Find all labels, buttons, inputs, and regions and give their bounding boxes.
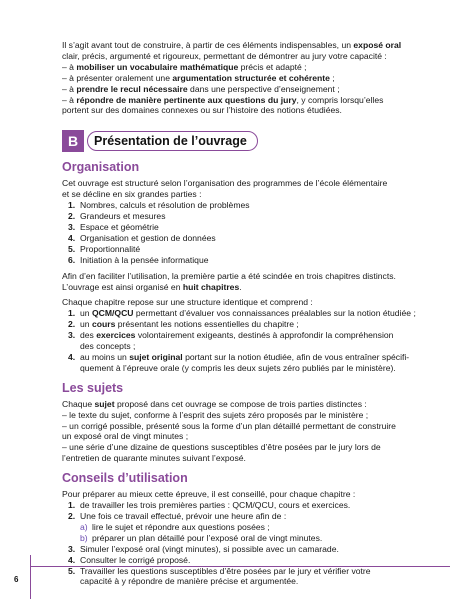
intro-bullet-2: – à présenter oralement une argumentation structurée et cohérente ;	[62, 72, 335, 83]
intro-bullet-1: – à mobiliser un vocabulaire mathématique précis et adapté ;	[62, 61, 307, 72]
organisation-heading: Organisation	[62, 160, 140, 175]
organisation-p3: Afin d’en faciliter l’utilisation, la première partie a été scindée en trois chapitres distincts.	[62, 270, 396, 281]
sujets-l3: – une série d’une dizaine de questions susceptibles d’être posées par le jury lors de	[62, 442, 381, 453]
sujets-p1: Chaque sujet proposé dans cet ouvrage se compose de trois parties distinctes :	[62, 398, 367, 409]
list-item: 1. Nombres, calculs et résolution de problèmes	[68, 200, 250, 211]
intro-bullet-4-cont: portent sur des domaines connexes ou sur l’histoire des notions étudiées.	[62, 105, 342, 116]
organisation-p2: et se décline en six grandes parties :	[62, 189, 202, 200]
sujets-l2b: un exposé oral de vingt minutes ;	[62, 431, 189, 442]
list-item: 3. Espace et géométrie	[68, 221, 159, 232]
section-title: Présentation de l’ouvrage	[87, 131, 258, 151]
section-badge: B	[62, 130, 84, 152]
list-item: 4. Consulter le corrigé proposé.	[68, 554, 191, 565]
list-item: 1. de travailler les trois premières parties : QCM/QCU, cours et exercices.	[68, 500, 351, 511]
sub-item: b) préparer un plan détaillé pour l’exposé oral de vingt minutes.	[80, 532, 323, 543]
list-item: 1. un QCM/QCU permettant d’évaluer vos connaissances préalables sur la notion étudiée ;	[68, 308, 416, 319]
list-item: 5. Proportionnalité	[68, 243, 141, 254]
conseils-p1: Pour préparer au mieux cette épreuve, il est conseillé, pour chaque chapitre :	[62, 489, 356, 500]
list-item: 2. Grandeurs et mesures	[68, 211, 166, 222]
intro-bullet-4: – à répondre de manière pertinente aux questions du jury, y compris lorsqu’elles	[62, 94, 384, 105]
list-item: 3. des exercices volontairement exigeants, destinés à approfondir la compréhension des concepts ;	[68, 330, 394, 352]
structure-list	[62, 308, 426, 373]
intro-bullet-3: – à prendre le recul nécessaire dans une perspective d’enseignement ;	[62, 83, 340, 94]
list-item: 2. Une fois ce travail effectué, prévoir une heure afin de :	[68, 511, 287, 521]
organisation-p1: Cet ouvrage est structuré selon l’organisation des programmes de l’école élémentaire	[62, 178, 388, 189]
intro-line-1: Il s’agit avant tout de construire, à partir de ces éléments indispensables, un exposé oral	[62, 40, 402, 50]
list-item: 5. Travailler les questions susceptibles d’être posées par le jury et vérifier votre capacité à y répondre de manière précise et argumentée.	[68, 565, 371, 587]
list-item: 4. au moins un sujet original portant sur la notion étudiée, afin de vous entraîner spécifi- quement à l’épreuve orale (y compris les deux sujets zéro publiés par le ministère).	[68, 351, 410, 373]
conseils-heading: Conseils d’utilisation	[62, 471, 188, 486]
list-item: 6. Initiation à la pensée informatique	[68, 254, 209, 265]
list-item: 3. Simuler l’exposé oral (vingt minutes), si possible avec un camarade.	[68, 543, 339, 554]
parts-list	[62, 200, 426, 265]
sujets-l1: – le texte du sujet, conforme à l’esprit des sujets zéro proposés par le ministère ;	[62, 409, 369, 420]
list-item: 2. un cours présentant les notions essentielles du chapitre ;	[68, 319, 299, 330]
footer-rule	[30, 566, 450, 567]
page-number: 6	[14, 575, 19, 584]
sujets-heading: Les sujets	[62, 380, 124, 395]
intro-line-2: clair, précis, argumenté et rigoureux, permettant de démontrer au jury votre capacité :	[62, 50, 387, 61]
organisation-p4: L’ouvrage est ainsi organisé en huit chapitres.	[62, 281, 242, 292]
sujets-l2: – un corrigé possible, présenté sous la forme d’un plan détaillé permettant de construire	[62, 420, 396, 431]
section-header	[62, 130, 426, 152]
organisation-p5: Chaque chapitre repose sur une structure identique et comprend :	[62, 297, 313, 308]
sujets-l3b: l’entretien de quarante minutes suivant l’exposé.	[62, 453, 246, 464]
list-item: 4. Organisation et gestion de données	[68, 232, 216, 243]
page-content	[62, 40, 426, 587]
conseils-list	[62, 500, 426, 587]
sub-item: a) lire le sujet et répondre aux questions posées ;	[80, 521, 270, 532]
